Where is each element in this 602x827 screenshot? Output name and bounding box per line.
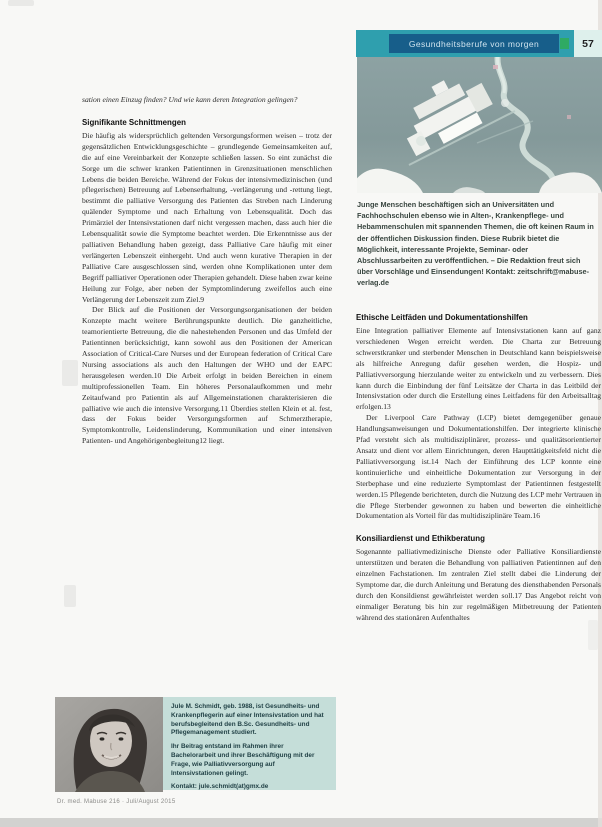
scan-smudge bbox=[64, 585, 76, 607]
scan-smudge bbox=[62, 360, 78, 386]
page-number-patch bbox=[574, 30, 602, 57]
section-heading: Ethische Leitfäden und Dokumentationshilfen bbox=[356, 313, 528, 322]
section-heading: Konsiliardienst und Ethikberatung bbox=[356, 534, 485, 544]
rubric-tab bbox=[389, 34, 559, 53]
right-column bbox=[356, 312, 601, 624]
section-heading: Signifikante Schnittmengen bbox=[82, 117, 186, 127]
author-contact: Kontakt: jule.schmidt(at)gmx.de bbox=[171, 783, 269, 791]
body-paragraph: Die häufig als widersprüchlich geltenden Versorgungsformen weisen – trotz der gegensätzlichen Entwicklungsgeschichte – grundlegende Gemeinsamkeiten auf, die auf eine Vereinbarkeit der Konzepte schließen lassen. So eint zunächst die Sorge um die schwer kranken Patientinnen in Grenzsituationen menschlichen Lebens die beiden Bereiche. Während der Fokus der intensivmedizinischen (und pflegerischen) Betreuung auf Lebenserhaltung, -verlängerung und -rettung liegt, bestimmt die palliative Versorgung des Patienten das Streben nach Linderung quälender Symptome und nach Erhaltung von Lebensqualität. Doch das Primärziel der Intensivstationen darf nicht vergessen machen, dass auch hier die Lebensqualität sowie die Symptome beachtet werden. Die Erkenntnisse aus der palliativen Behandlung haben gezeigt, dass Palliative Care häufig mit einer verlängerten Lebenszeit einhergeht. Und auch wenn kurative Therapien in der Palliative Care ausgeschlossen sind, werden ohne Komplikationen unter dem Begriff palliativer Operationen oder Therapien gehandelt. Diese haben zwar keine Heilung zur Folge, aber neben der Symptomlinderung zweifellos auch eine Verlängerung der Lebenszeit zum Ziel.9 bbox=[82, 130, 332, 304]
journal-footer: Dr. med. Mabuse 216 · Juli/August 2015 bbox=[57, 799, 176, 805]
author-bio: Jule M. Schmidt, geb. 1988, ist Gesundheits- und Krankenpflegerin auf einer Intensivstation und hat berufsbegleitend den B.Sc. Gesundheits- und Pflegemanagement studiert. bbox=[171, 703, 324, 737]
scan-edge bbox=[0, 818, 602, 827]
continuation-paragraph: sation einen Einzug finden? Und wie kann deren Integration gelingen? bbox=[82, 95, 298, 104]
rubric-marker-icon bbox=[560, 38, 569, 49]
page-number: 57 bbox=[582, 37, 594, 50]
author-credit: Ihr Beitrag entstand im Rahmen ihrer Bachelorarbeit und ihrer Beschäftigung mit der Frage, wie Palliativversorgung auf Intensivstationen gelingt. bbox=[171, 743, 315, 777]
body-paragraph: Eine Integration palliativer Elemente auf Intensivstationen kann auf ganz verschiedenen Wegen erreicht werden. Die Charta zur Betreuung schwerstkranker und sterbender Menschen in Deutschland kann beispielsweise als hilfreiche Anregung dafür gesehen werden, die Hospiz- und Palliativversorgung hierzulande weiter zu entwickeln und zu verbessern. Dies kann durch die Einbindung der fünf Leitsätze der Charta in das Leitbild der Intensivstation oder durch die Erstellung eines Leitfadens für den Arbeitsalltag erfolgen.13 bbox=[356, 326, 601, 412]
body-paragraph: Der Blick auf die Positionen der Versorgungsorganisationen der beiden Konzepte macht weitere Berührungspunkte deutlich. Die ganzheitliche, teamorientierte Betreuung, die die nahestehenden Personen und das Umfeld der Patientinnen berücksichtigt, kann sowohl aus den Positionen der American Association of Critical-Care Nurses und der European federation of Critical Care Nursing associations als auch den Haltungen der WHO und der EAPC herausgelesen werden.10 Die Arbeit erfolgt in beiden Bereichen in einem multiprofessionellen Team. Ein höheres Personalaufkommen und mehr Zeitaufwand pro Patientin als auf Allgemeinstationen charakterisieren die palliative wie auch die intensive Versorgung.11 Überdies stellen Klein et al. fest, dass der Fokus beider Versorgungsformen auf Schmerztherapie, Symptomkontrolle, Leidenslinderung, Kommunikation und einer intensiven Patienten- und Angehörigenbegleitung12 liegt. bbox=[82, 305, 332, 446]
scan-smudge bbox=[8, 0, 34, 6]
author-info-box bbox=[163, 697, 336, 790]
hero-caption: Junge Menschen beschäftigen sich an Universitäten und Fachhochschulen ebenso wie in Alten-, Krankenpflege- und Hebammenschulen mit spannenden Themen, die oft keinen Raum in der öffentlichen Diskussion finden. Diese Rubrik bietet die Möglichkeit, interessante Projekte, Seminar- oder Abschlussarbeiten zu veröffentlichen. – Die Redaktion freut sich über Vorschläge und Einsendungen! Kontakt: zeitschrift@mabuse-verlag.de bbox=[357, 200, 594, 288]
author-photo bbox=[55, 697, 163, 792]
left-column bbox=[82, 95, 332, 447]
rubric-header-band bbox=[356, 30, 602, 57]
rubric-title: Gesundheitsberufe von morgen bbox=[408, 38, 540, 49]
aerial-photo bbox=[357, 57, 602, 193]
body-paragraph: Sogenannte palliativmedizinische Dienste oder Palliative Konsiliardienste unterstützen und beraten die Behandlung von palliativen Patientinnen auf den einzelnen Fachstationen. Im zentralen Ziel stellt dabei die Linderung der Symptome dar, die durch Anleitung und Beratung des diensthabenden Personals durch den Konsildienst gewährleistet werden soll.17 Das Angebot reicht von einmaliger Beratung bis hin zur regelmäßigen Mitbetreuung der Patienten während des stationären Aufenthaltes bbox=[356, 547, 601, 622]
body-paragraph: Der Liverpool Care Pathway (LCP) bietet demgegenüber genaue Handlungsanweisungen und Dokumentationshilfen. Der integrierte klinische Pfad versteht sich als multidisziplinärer, prozess- und qualitätsorientierter Ansatz und dient vor allem Einrichtungen, deren Haupttätigkeitsfeld nicht die Palliativversorgung ist.14 Nach der Einführung des LCP konnte eine kontinuierliche und einheitliche Dokumentation zur Versorgung in der Sterbephase und eine reduzierte Symptomlast der Patientinnen festgestellt werden.15 Pflegende berichteten, durch die Nutzung des LCP mehr Vertrauen in die Pflege Sterbender gewonnen zu haben und bewerten die einheitliche Dokumentation als Vorteil für das multidisziplinäre Team.16 bbox=[356, 413, 601, 521]
scan-smudge bbox=[588, 620, 598, 650]
